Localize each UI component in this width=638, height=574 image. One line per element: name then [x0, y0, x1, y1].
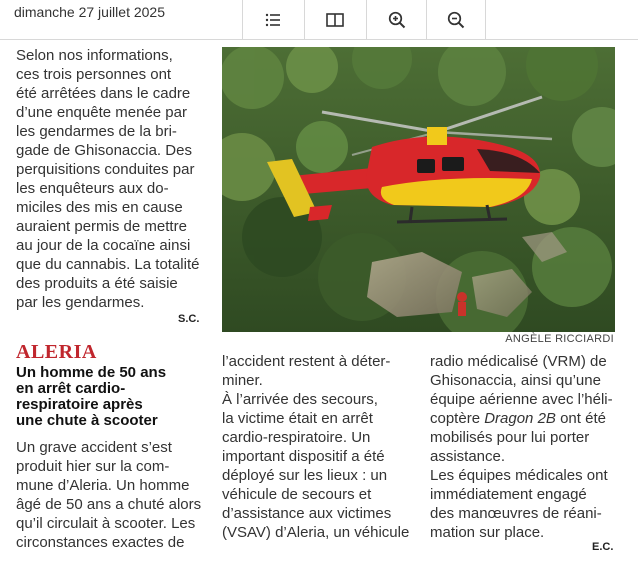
headline-line: en arrêt cardio- [16, 380, 126, 397]
text-line: miciles des mis en cause [16, 199, 183, 216]
text-line: l’accident restent à déter- [222, 353, 391, 370]
text-line: d’assistance aux victimes [222, 505, 392, 522]
article-kicker: ALERIA [16, 341, 97, 363]
text-line: miner. [222, 372, 263, 389]
text-line [430, 409, 620, 428]
text-line: les enquêteurs aux do- [16, 180, 169, 197]
text-line: radio médicalisé (VRM) de [430, 353, 607, 370]
article-headline [16, 365, 202, 429]
text-line: circonstances exactes de [16, 534, 185, 551]
text-line: Selon nos informations, [16, 47, 173, 64]
text-line: auraient permis de mettre [16, 218, 187, 235]
text-line: immédiatement engagé [430, 486, 587, 503]
text-line: mune d’Aleria. Un homme [16, 477, 190, 494]
text-line: important dispositif a été [222, 448, 385, 465]
text-line: par les gendarmes. [16, 294, 145, 311]
text-fragment: ont été [555, 410, 606, 427]
text-line: été arrêtées dans le cadre [16, 85, 191, 102]
helicopter-photo [222, 47, 615, 332]
text-line: des produits a été saisie [16, 275, 178, 292]
text-line: déployé sur les lieux : un [222, 467, 388, 484]
photo-credit: ANGÈLE RICCIARDI [505, 333, 614, 345]
issue-date: dimanche 27 juillet 2025 [14, 4, 165, 20]
text-line: Les équipes médicales ont [430, 467, 608, 484]
text-line: âgé de 50 ans a chuté alors [16, 496, 202, 513]
text-line: véhicule de secours et [222, 486, 372, 503]
headline-line: Un homme de 50 ans [16, 364, 167, 381]
text-line: mation sur place. [430, 524, 545, 541]
text-fragment: coptère [430, 410, 485, 427]
text-line: des manœuvres de réani- [430, 505, 602, 522]
zoom-out-button[interactable] [426, 0, 486, 40]
article-drug-arrests-text [16, 46, 202, 312]
list-icon [265, 13, 281, 27]
text-line: les gendarmes de la bri- [16, 123, 177, 140]
article-scooter-col2 [222, 352, 412, 542]
text-line: À l’arrivée des secours, [222, 391, 378, 408]
text-line: perquisitions conduites par [16, 161, 195, 178]
text-line: assistance. [430, 448, 506, 465]
helicopter-name: Dragon 2B [484, 410, 556, 427]
author-signature: S.C. [178, 313, 200, 325]
text-line: Ghisonaccia, ainsi qu’une [430, 372, 601, 389]
text-line: cardio-respiratoire. Un [222, 429, 371, 446]
text-line: que du cannabis. La totalité [16, 256, 200, 273]
two-page-icon [326, 13, 344, 27]
text-line: Un grave accident s’est [16, 439, 172, 456]
text-line: produit hier sur la com- [16, 458, 170, 475]
article-scooter-col1 [16, 438, 202, 552]
text-line: ces trois personnes ont [16, 66, 172, 83]
zoom-out-icon [447, 11, 465, 29]
zoom-in-icon [388, 11, 406, 29]
text-line: équipe aérienne avec l’héli- [430, 391, 613, 408]
zoom-in-button[interactable] [366, 0, 426, 40]
text-line: qu’il circulait à scooter. Les [16, 515, 196, 532]
text-line: au jour de la cocaïne ainsi [16, 237, 191, 254]
page-layout-button[interactable] [304, 0, 364, 40]
author-signature: E.C. [592, 541, 614, 553]
headline-line: une chute à scooter [16, 412, 158, 429]
table-of-contents-button[interactable] [242, 0, 302, 40]
text-line: d’une enquête menée par [16, 104, 187, 121]
helicopter-illustration [222, 47, 615, 332]
text-line: (VSAV) d’Aleria, un véhicule [222, 524, 410, 541]
text-line: mobilisés pour lui porter [430, 429, 590, 446]
text-line: la victime était en arrêt [222, 410, 373, 427]
text-line: gade de Ghisonaccia. Des [16, 142, 192, 159]
headline-line: respiratoire après [16, 396, 143, 413]
viewer-toolbar [0, 0, 638, 40]
article-scooter-col3 [430, 352, 620, 542]
